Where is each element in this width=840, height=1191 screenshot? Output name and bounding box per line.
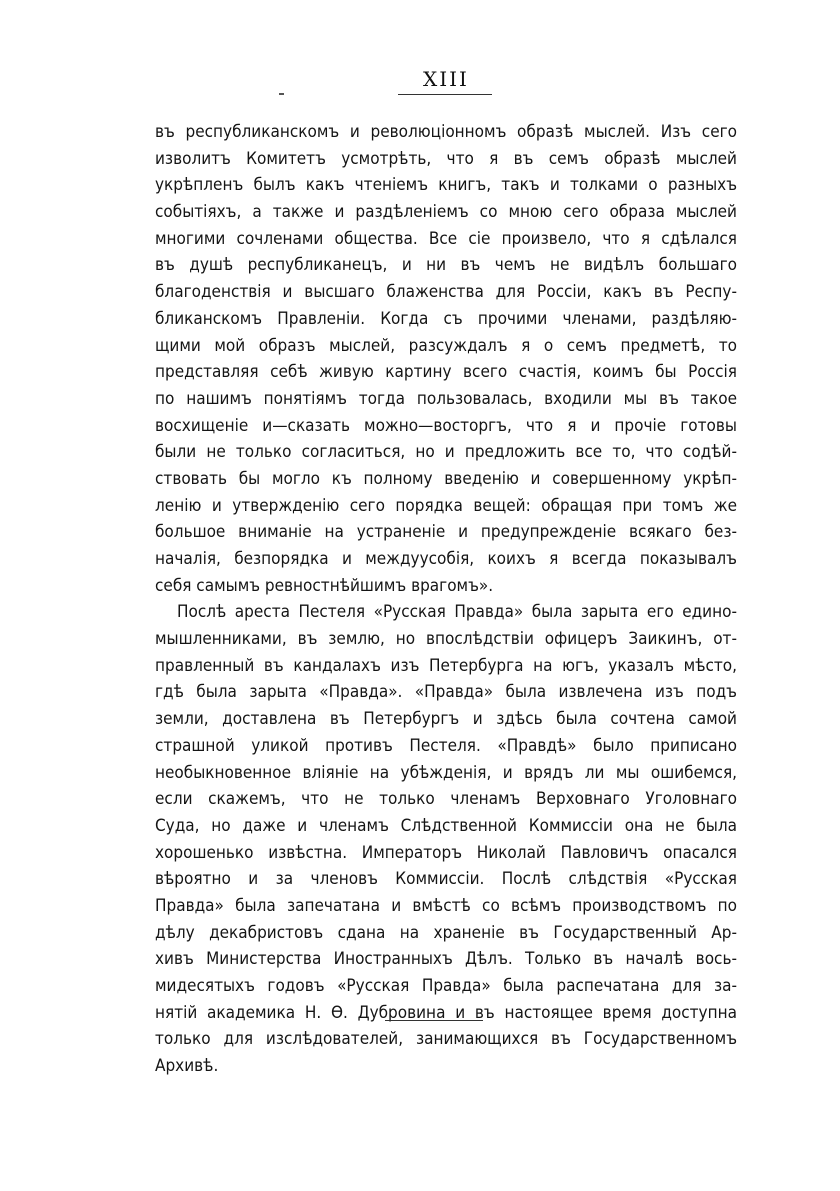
page-header [396, 66, 496, 95]
text-line: событіяхъ, а также и раздѣленіемъ со мною сего образа мыслей [155, 202, 737, 223]
text-line: Послѣ ареста Пестеля «Русская Правда» была зарыта его едино- [177, 602, 737, 623]
text-line: мидесятыхъ годовъ «Русская Правда» была распечатана для за- [155, 976, 737, 996]
text-line: нятій академика Н. Ѳ. Дубровина и въ настоящее время доступна [155, 1002, 737, 1023]
text-line: хорошенько извѣстна. Императоръ Николай Павловичъ опасался [155, 842, 737, 863]
text-line: дѣлу декабристовъ сдана на храненіе въ Государственный Ар- [155, 922, 737, 943]
print-speck [279, 93, 284, 95]
quoted-testimony-paragraph [155, 119, 737, 599]
text-line: представляя себѣ живую картину всего счастія, коимъ бы Россія [155, 362, 737, 383]
text-line: если скажемъ, что не только членамъ Верховнаго Уголовнаго [155, 789, 737, 810]
text-line: бликанскомъ Правленіи. Когда съ прочими членами, раздѣляю- [155, 308, 737, 329]
page-number: XIII [423, 67, 469, 91]
text-line: вѣроятно и за членовъ Коммиссіи. Послѣ слѣдствія «Русская [155, 869, 737, 890]
text-line: восхищеніе и—сказать можно—восторгъ, что я и прочіе готовы [155, 415, 737, 436]
text-line: началія, безпорядка и междуусобія, коихъ я всегда показывалъ [155, 549, 737, 569]
text-line: гдѣ была зарыта «Правда». «Правда» была извлечена изъ подъ [155, 682, 737, 703]
text-line: благоденствія и высшаго блаженства для Россіи, какъ въ Респу- [155, 282, 737, 303]
text-line: страшной уликой противъ Пестеля. «Правдѣ» было приписано [155, 735, 737, 756]
text-line: только для изслѣдователей, занимающихся въ Государственномъ [155, 1029, 737, 1050]
text-line: большое вниманіе на устраненіе и предупрежденіе всякаго без- [155, 522, 737, 543]
end-rule [385, 1020, 483, 1021]
text-line: правленный въ кандалахъ изъ Петербурга на югъ, указалъ мѣсто, [155, 655, 737, 676]
text-line: щими мой образъ мыслей, разсуждалъ я о семъ предметѣ, то [155, 335, 737, 356]
text-line: въ республиканскомъ и революціонномъ образѣ мыслей. Изъ сего [155, 122, 737, 142]
text-line: мышленниками, въ землю, но впослѣдствіи офицеръ Заикинъ, от- [155, 629, 737, 650]
text-line: ствовать бы могло къ полному введенію и совершенному укрѣп- [155, 468, 737, 489]
text-line: были не только согласиться, но и предложить все то, что содѣй- [155, 442, 737, 463]
text-line: ленію и утвержденію сего порядка вещей: обращая при томъ же [155, 495, 737, 516]
header-rule [398, 94, 492, 95]
text-line: хивъ Министерства Иностранныхъ Дѣлъ. Только въ началѣ вось- [155, 949, 737, 970]
text-line: земли, доставлена въ Петербургъ и здѣсь была сочтена самой [155, 709, 737, 730]
text-line: въ душѣ республиканецъ, и ни въ чемъ не видѣлъ большаго [155, 255, 737, 276]
text-line: Архивѣ. [155, 1056, 219, 1077]
text-line: многими сочленами общества. Все сіе произвело, что я сдѣлался [155, 228, 737, 249]
narrative-paragraph [155, 599, 737, 1079]
text-line: необыкновенное вліяніе на убѣжденія, и врядъ ли мы ошибемся, [155, 762, 737, 783]
text-line: себя самымъ ревностнѣйшимъ врагомъ». [155, 575, 494, 596]
text-line: изволитъ Комитетъ усмотрѣть, что я въ семъ образѣ мыслей [155, 148, 737, 169]
text-line: по нашимъ понятіямъ тогда пользовалась, входили мы въ такое [155, 388, 737, 409]
body-text [155, 119, 737, 1080]
text-line: Суда, но даже и членамъ Слѣдственной Коммиссіи она не была [155, 815, 737, 836]
text-line: укрѣпленъ былъ какъ чтеніемъ книгъ, такъ и толками о разныхъ [155, 175, 737, 196]
text-line: Правда» была запечатана и вмѣстѣ со всѣмъ производствомъ по [155, 895, 737, 916]
